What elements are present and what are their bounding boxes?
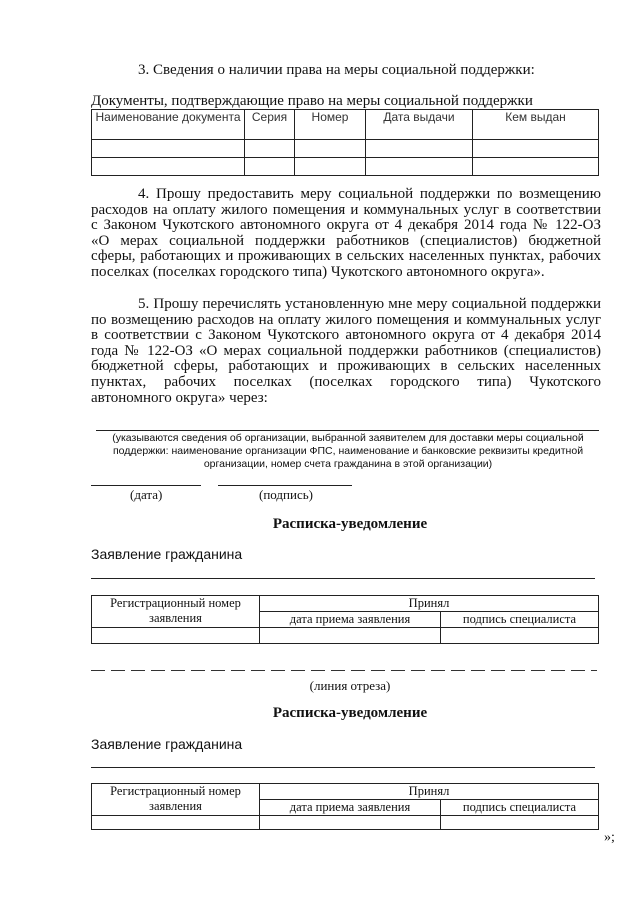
header-accepted: Принял <box>260 784 599 800</box>
closing-quote: »; <box>604 830 615 845</box>
table-cell <box>366 140 473 158</box>
header-accepted: Принял <box>260 596 599 612</box>
header-number: Номер <box>295 110 366 140</box>
table-cell <box>473 140 599 158</box>
statement-fill-line[interactable] <box>91 578 595 579</box>
receipt-table <box>91 595 599 644</box>
header-specialist-signature: подпись специалиста <box>441 612 599 628</box>
organization-note: (указываются сведения об организации, выбранной заявителем для доставки меры социальной поддержки: наименование организации ФПС, наименование и банковские реквизиты кредитной организации, номер счета гражданина в этой организации) <box>112 432 584 470</box>
table-row <box>92 140 599 158</box>
receipt-statement-label: Заявление гражданина <box>91 546 243 562</box>
table-cell <box>92 816 260 830</box>
table-cell <box>473 158 599 176</box>
section-3-title: 3. Сведения о наличии права на меры социальной поддержки: <box>138 62 535 78</box>
table-row <box>92 158 599 176</box>
paragraph-5-line: пунктах, рабочих поселках (поселках городского типа) Чукотского <box>91 373 601 390</box>
header-issue-date: Дата выдачи <box>366 110 473 140</box>
paragraph-4-line: расходов на оплату жилого помещения и коммунальных услуг в соответствии <box>91 201 601 218</box>
receipt-table <box>91 783 599 830</box>
cut-line-label: (линия отреза) <box>309 678 391 693</box>
table-cell <box>295 158 366 176</box>
table-row <box>92 628 599 644</box>
header-series: Серия <box>245 110 295 140</box>
paragraph-5-line: бюджетной сферы, работающих и проживающих в сельских населенных <box>91 358 601 375</box>
paragraph-4 <box>91 187 601 281</box>
table-cell <box>260 816 441 830</box>
table-cell <box>366 158 473 176</box>
paragraph-5-line: автономного округа» через: <box>91 389 268 406</box>
paragraph-4-line: «О мерах социальной поддержки работников (специалистов) бюджетной <box>91 232 601 249</box>
paragraph-5-line: по возмещению расходов на оплату жилого помещения и коммунальных услуг <box>91 311 601 328</box>
receipt-statement-label: Заявление гражданина <box>91 736 243 752</box>
table-cell <box>260 628 441 644</box>
signature-label: (подпись) <box>259 487 313 502</box>
date-label: (дата) <box>130 487 163 502</box>
paragraph-5-line: 5. Прошу перечислять установленную мне меру социальной поддержки <box>138 296 601 312</box>
receipt-title: Расписка-уведомление <box>272 705 428 721</box>
header-registration-number: Регистрационный номер заявления <box>92 596 260 628</box>
paragraph-4-line: с Законом Чукотского автономного округа от 4 декабря 2014 года № 122-ОЗ <box>91 217 601 234</box>
table-cell <box>295 140 366 158</box>
paragraph-4-line: поселках (поселках городского типа) Чукотского автономного округа». <box>91 263 545 280</box>
statement-fill-line[interactable] <box>91 767 595 768</box>
table-cell <box>245 140 295 158</box>
cut-line <box>91 670 597 671</box>
table-cell <box>92 628 260 644</box>
header-document-name: Наименование документа <box>92 110 245 140</box>
header-acceptance-date: дата приема заявления <box>260 800 441 816</box>
date-fill-line[interactable] <box>91 485 201 486</box>
receipt-title: Расписка-уведомление <box>272 516 428 532</box>
table-cell <box>245 158 295 176</box>
header-registration-number: Регистрационный номер заявления <box>92 784 260 816</box>
table-cell <box>92 140 245 158</box>
documents-table-caption: Документы, подтверждающие право на меры социальной поддержки <box>91 93 533 109</box>
paragraph-5-line: в соответствии с Законом Чукотского автономного округа от 4 декабря 2014 <box>91 327 601 344</box>
paragraph-5-line: года № 122-ОЗ «О мерах социальной поддержки работников (специалистов) <box>91 342 601 359</box>
table-cell <box>92 158 245 176</box>
documents-table <box>91 109 599 176</box>
header-acceptance-date: дата приема заявления <box>260 612 441 628</box>
header-specialist-signature: подпись специалиста <box>441 800 599 816</box>
paragraph-4-line: 4. Прошу предоставить меру социальной поддержки по возмещению <box>138 186 601 202</box>
header-issued-by: Кем выдан <box>473 110 599 140</box>
documents-table-header-row <box>92 110 599 140</box>
paragraph-5 <box>91 297 601 406</box>
organization-fill-line[interactable] <box>96 430 599 431</box>
table-cell <box>441 628 599 644</box>
paragraph-4-line: сферы, работающих и проживающих в сельских населенных пунктах, рабочих <box>91 248 601 265</box>
signature-fill-line[interactable] <box>218 485 352 486</box>
table-row <box>92 816 599 830</box>
table-cell <box>441 816 599 830</box>
